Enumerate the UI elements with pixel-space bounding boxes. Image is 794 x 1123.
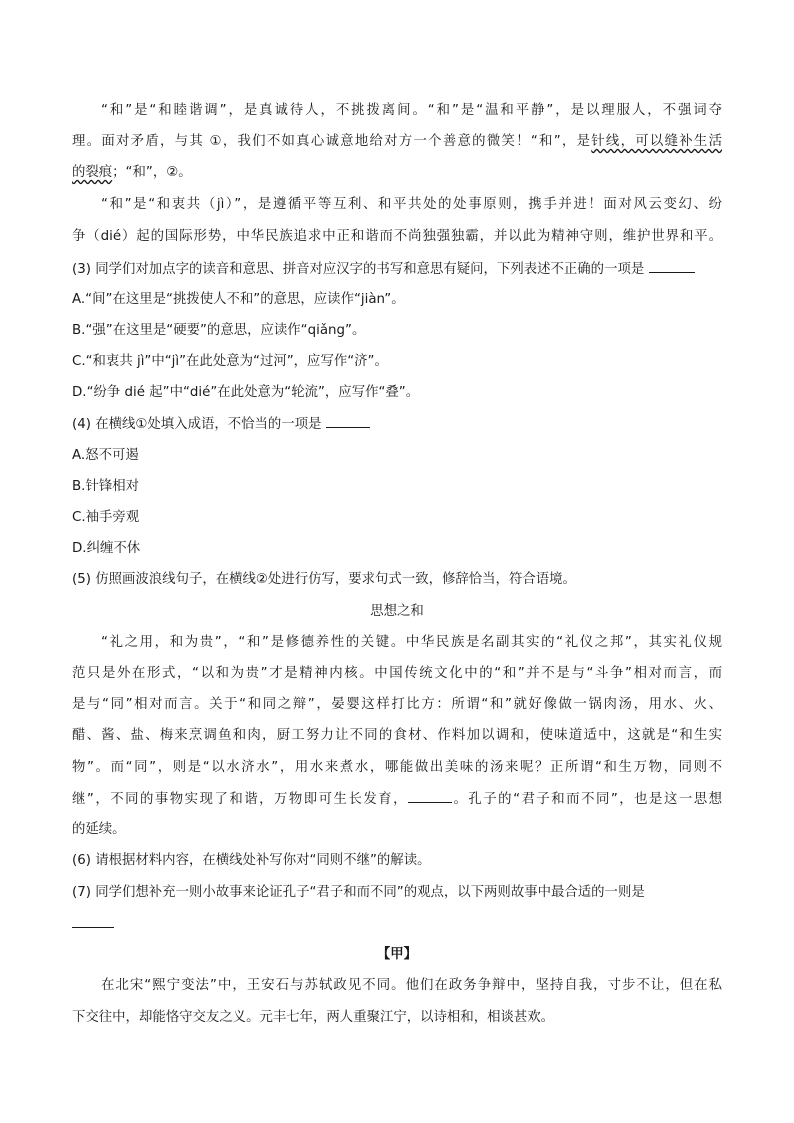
story-title: 【甲】 [376, 947, 418, 962]
passage-line: 的延续。 [72, 822, 126, 837]
option-a: A.“间”在这里是“挑拨使人不和”的意思，应读作“jiàn”。 [72, 292, 405, 307]
option-c: C.“和衷共 jì”中“jì”在此处意为“过河”，应写作“济”。 [72, 354, 388, 369]
paragraph-line: “和”是“和衷共（jì）”，是遵循平等互利、和平共处的处事原则，携手并进！面对风云变幻、纷 [101, 197, 722, 212]
option-b: B.针锋相对 [72, 479, 140, 494]
passage-line: 醋、酱、盐、梅来烹调鱼和肉，厨工努力让不同的食材、作料加以调和，使味道适中，这就是“和生实 [72, 728, 722, 743]
wavy-underlined-sentence: 针线，可以缝补生活 [591, 134, 722, 149]
passage-line: “礼之用，和为贵”，“和”是修德养性的关键。中华民族是名副其实的“礼仪之邦”，其实礼仪规 [101, 635, 722, 650]
answer-blank [326, 415, 370, 428]
text-span: ；“和”，②。 [112, 165, 192, 180]
question-7-blank-line [72, 915, 722, 934]
passage-line: 是与“同”相对而言。关于“和同之辩”，晏婴这样打比方：所谓“和”就好像做一锅肉汤，用水、火、 [72, 697, 722, 712]
passage-line: 物”。而“同”，则是“以水济水”，用水来煮水，哪能做出美味的汤来呢？正所谓“和生万物，同则不 [72, 760, 722, 775]
passage-line [72, 790, 722, 809]
section-title: 思想之和 [370, 604, 424, 619]
passage-line: 范只是外在形式，“以和为贵”才是精神内核。中国传统文化中的“和”并不是与“斗争”相对而言，而 [72, 666, 722, 681]
question-5-stem: (5) 仿照画波浪线句子，在横线②处进行仿写，要求句式一致，修辞恰当，符合语境。 [72, 572, 576, 587]
question-4-stem [72, 415, 722, 434]
question-6-stem: (6) 请根据材料内容，在横线处补写你对“同则不继”的解读。 [72, 853, 431, 868]
paragraph-line: “和”是“和睦谐调”，是真诚待人，不挑拨离间。“和”是“温和平静”，是以理服人，不强词夺 [101, 103, 722, 118]
option-a: A.怒不可遏 [72, 448, 139, 463]
option-c: C.袖手旁观 [72, 510, 140, 525]
option-d: D.纠缠不休 [72, 541, 141, 556]
question-text: (3) 同学们对加点字的读音和意思、拼音对应汉字的书写和意思有疑问，下列表述不正确的一项是 [72, 262, 645, 277]
paragraph-line: 争（dié）起的国际形势，中华民族追求中正和谐而不尚独强独霸，并以此为精神守则，维护世界和平。 [72, 229, 722, 244]
question-3-stem [72, 260, 722, 279]
paragraph-line [72, 164, 722, 182]
option-b: B.“强”在这里是“硬要”的意思，应读作“qiǎng”。 [72, 323, 366, 338]
question-7-stem: (7) 同学们想补充一则小故事来论证孔子“君子和而不同”的观点，以下两则故事中最合适的一则是 [72, 885, 645, 900]
text-span: 理。面对矛盾，与其 ①，我们不如真心诚意地给对方一个善意的微笑！“和”，是 [72, 134, 592, 149]
answer-blank [649, 260, 695, 273]
question-text: (4) 在横线①处填入成语，不恰当的一项是 [72, 417, 322, 432]
answer-blank [408, 790, 452, 803]
text-span: 。孔子的“君子和而不同”，也是这一思想 [452, 792, 723, 807]
answer-blank [72, 915, 114, 928]
text-span: 继”，不同的事物实现了和谐，万物即可生长发育， [72, 792, 409, 807]
wavy-underlined-sentence: 的裂痕 [72, 165, 113, 180]
paragraph-line [72, 133, 722, 151]
option-d: D.“纷争 dié 起”中“dié”在此处意为“轮流”，应写作“叠”。 [72, 385, 420, 400]
story-line: 下交往中，却能恪守交友之义。元丰七年，两人重聚江宁，以诗相和，相谈甚欢。 [72, 1010, 555, 1025]
story-line: 在北宋“熙宁变法”中，王安石与苏轼政见不同。他们在政务争辩中，坚持自我，寸步不让，但在私 [101, 978, 722, 993]
